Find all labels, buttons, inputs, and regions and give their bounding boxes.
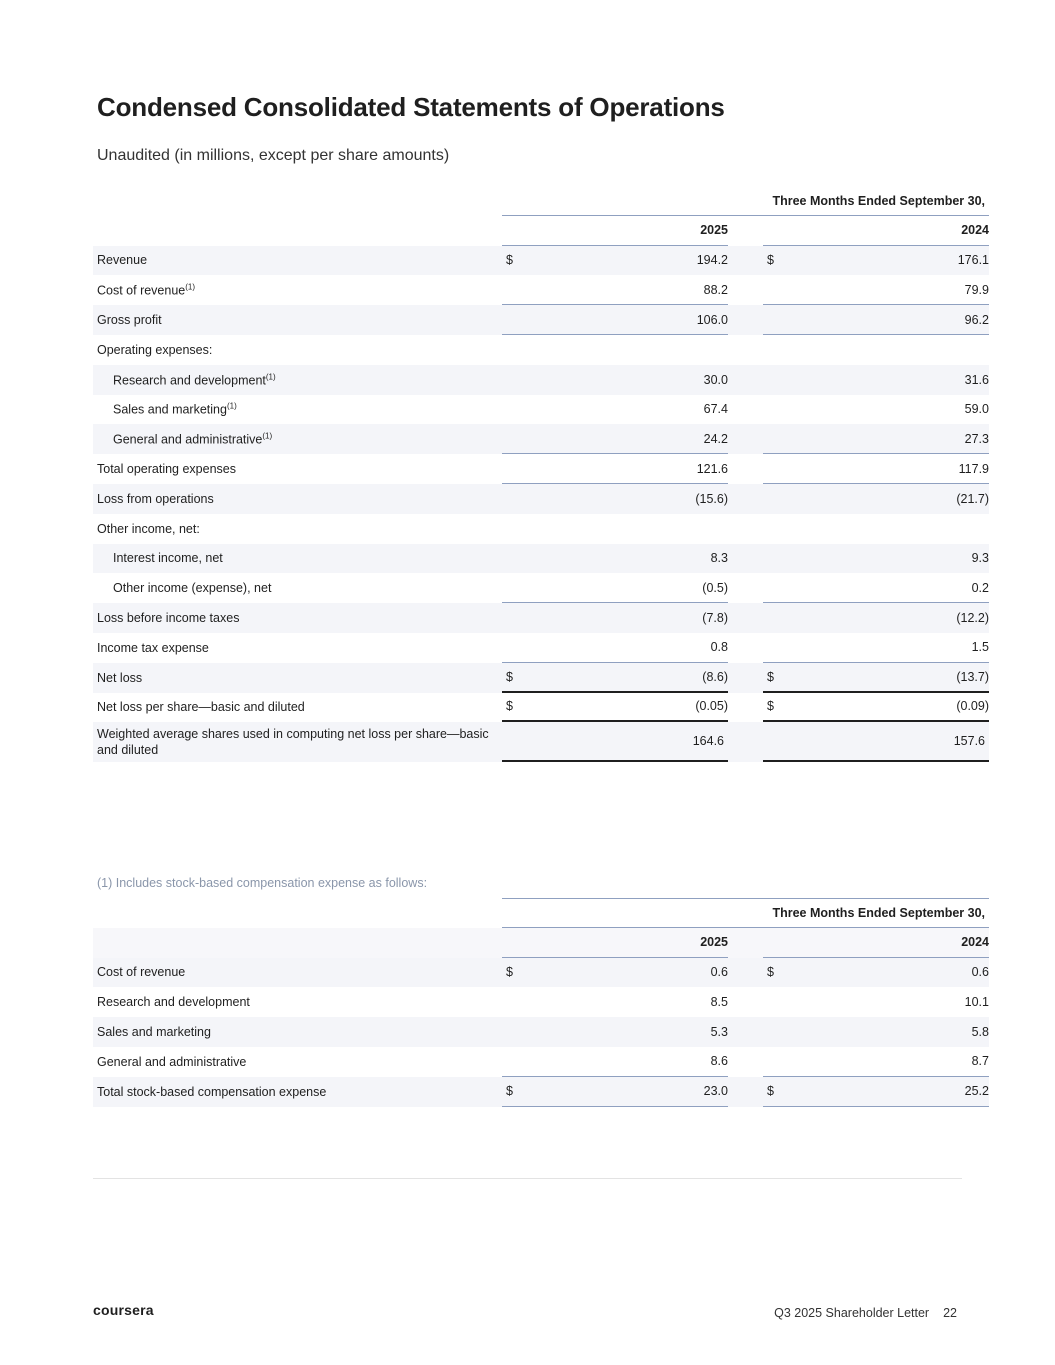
value-cell-2024 — [763, 395, 989, 425]
value-cell-2025 — [502, 1047, 728, 1077]
period-header-row — [93, 186, 989, 216]
table-row-loss-before-income-taxes — [93, 603, 989, 633]
value-cell-2025 — [502, 454, 728, 484]
value-cell-2024 — [763, 246, 989, 276]
operations-table — [93, 186, 989, 762]
value-cell-2024 — [763, 514, 989, 544]
cell-value: (21.7) — [956, 491, 989, 506]
row-label: Other income, net: — [97, 521, 200, 536]
value-cell-2025 — [502, 603, 728, 633]
footnote-marker: (1) — [265, 372, 276, 382]
year-header-row — [93, 216, 989, 246]
value-cell-2025 — [502, 693, 728, 723]
cell-value: (0.5) — [702, 580, 728, 595]
currency-symbol: $ — [767, 1084, 774, 1099]
value-cell-2024 — [763, 633, 989, 663]
currency-symbol: $ — [767, 669, 774, 684]
value-cell-2025 — [502, 484, 728, 514]
table-row-gross-profit — [93, 305, 989, 335]
value-cell-2025 — [502, 365, 728, 395]
cell-value: 8.3 — [710, 551, 728, 566]
cell-value: 5.3 — [710, 1025, 728, 1040]
cell-value: 27.3 — [964, 431, 989, 446]
cell-value: (0.09) — [956, 699, 989, 714]
table-row-total-stock-based-compensation-expense — [93, 1077, 989, 1107]
table-row-other-income-expense-net — [93, 573, 989, 603]
page-subtitle: Unaudited (in millions, except per share amounts) — [97, 147, 450, 164]
row-label: Cost of revenue — [97, 965, 186, 980]
row-label: Revenue — [97, 253, 148, 268]
cell-value: 176.1 — [957, 253, 989, 268]
value-cell-2024 — [763, 573, 989, 603]
row-label: Total stock-based compensation expense — [97, 1084, 327, 1099]
table-row-income-tax-expense — [93, 633, 989, 663]
footnote-marker: (1) — [262, 431, 273, 441]
footnote-marker: (1) — [185, 282, 196, 292]
cell-value: 59.0 — [964, 402, 989, 417]
footer-doc-title: Q3 2025 Shareholder Letter — [774, 1306, 930, 1320]
cell-value: 117.9 — [958, 461, 989, 476]
sbc-table — [93, 898, 989, 1107]
page-footer — [774, 1306, 957, 1320]
value-cell-2025 — [502, 722, 728, 762]
value-cell-2024 — [763, 693, 989, 723]
value-cell-2024 — [763, 365, 989, 395]
cell-value: 0.8 — [710, 640, 728, 655]
table-row-sales-and-marketing — [93, 395, 989, 425]
sbc-body — [93, 958, 989, 1107]
table-row-general-and-administrative — [93, 424, 989, 454]
cell-value: 194.2 — [696, 253, 728, 268]
table-row-revenue — [93, 246, 989, 276]
row-label: Research and development$^{(1)}$ — [113, 372, 276, 388]
row-label: Cost of revenue$^{(1)}$ — [97, 282, 196, 298]
currency-symbol: $ — [767, 699, 774, 714]
value-cell-2025 — [502, 275, 728, 305]
sbc-year-header-2024: 2024 — [961, 935, 989, 950]
table-row-net-loss-per-share-basic-and-diluted — [93, 693, 989, 723]
value-cell-2024 — [763, 484, 989, 514]
footnote: (1) Includes stock-based compensation expense as follows: — [97, 876, 428, 890]
cell-value: (0.05) — [695, 699, 728, 714]
value-cell-2025 — [502, 573, 728, 603]
value-cell-2024 — [763, 958, 989, 988]
row-label: Operating expenses: — [97, 342, 213, 357]
value-cell-2025 — [502, 1077, 728, 1107]
cell-value: 0.6 — [710, 965, 728, 980]
currency-symbol: $ — [767, 965, 774, 980]
table-row-loss-from-operations — [93, 484, 989, 514]
cell-value: (15.6) — [695, 491, 728, 506]
year-header-2024: 2024 — [961, 223, 989, 238]
value-cell-2025 — [502, 424, 728, 454]
value-cell-2025 — [502, 663, 728, 693]
cell-value: 24.2 — [703, 431, 728, 446]
sbc-year-header-2025: 2025 — [700, 935, 728, 950]
cell-value: (12.2) — [956, 611, 989, 626]
coursera-logo: coursera — [93, 1302, 154, 1318]
row-label: Net loss — [97, 670, 143, 685]
table-row-cost-of-revenue — [93, 275, 989, 305]
value-cell-2024 — [763, 663, 989, 693]
table-row-general-and-administrative — [93, 1047, 989, 1077]
value-cell-2024 — [763, 1017, 989, 1047]
value-cell-2024 — [763, 544, 989, 574]
cell-value: 30.0 — [703, 372, 728, 387]
cell-value: (7.8) — [702, 611, 728, 626]
row-label: Sales and marketing — [97, 1025, 211, 1040]
value-cell-2024 — [763, 335, 989, 365]
cell-value: (13.7) — [956, 669, 989, 684]
cell-value: 106.0 — [696, 312, 728, 327]
row-label: Income tax expense — [97, 640, 209, 655]
value-cell-2025 — [502, 514, 728, 544]
sbc-year-header-row — [93, 928, 989, 958]
currency-symbol: $ — [506, 669, 513, 684]
table-row-total-operating-expenses — [93, 454, 989, 484]
value-cell-2024 — [763, 275, 989, 305]
row-label: General and administrative$^{(1)}$ — [113, 431, 273, 447]
row-label: Loss from operations — [97, 491, 214, 506]
cell-value: 25.2 — [964, 1084, 989, 1099]
currency-symbol: $ — [506, 1084, 513, 1099]
value-cell-2024 — [763, 454, 989, 484]
sbc-period-header: Three Months Ended September 30, — [772, 905, 985, 920]
table-row-other-income-net — [93, 514, 989, 544]
value-cell-2025 — [502, 958, 728, 988]
row-label: General and administrative — [97, 1054, 247, 1069]
cell-value: 5.8 — [971, 1025, 989, 1040]
cell-value: 31.6 — [964, 372, 989, 387]
table-row-weighted-average-shares-used-in-computing-net-loss-per-share-basic-and-diluted — [93, 722, 989, 762]
cell-value: 8.7 — [971, 1054, 989, 1069]
table-row-research-and-development — [93, 365, 989, 395]
row-label: Gross profit — [97, 313, 162, 328]
footnote-marker: (1) — [226, 401, 237, 411]
row-label: Net loss per share—basic and diluted — [97, 700, 305, 715]
cell-value: 88.2 — [703, 282, 728, 297]
currency-symbol: $ — [506, 253, 513, 268]
cell-value: 96.2 — [964, 312, 989, 327]
cell-value: 9.3 — [971, 551, 989, 566]
cell-value: 23.0 — [703, 1084, 728, 1099]
cell-value: 0.2 — [971, 580, 989, 595]
footer-divider — [93, 1178, 962, 1179]
row-label: Interest income, net — [113, 551, 223, 566]
row-label: Research and development — [97, 995, 250, 1010]
row-label: Total operating expenses — [97, 462, 236, 477]
value-cell-2024 — [763, 987, 989, 1017]
value-cell-2025 — [502, 305, 728, 335]
row-label: Weighted average shares used in computing net loss per share—basic and diluted — [97, 727, 489, 758]
cell-value: 8.6 — [710, 1054, 728, 1069]
sbc-period-header-row — [93, 898, 989, 928]
page-title: Condensed Consolidated Statements of Operations — [97, 92, 725, 122]
value-cell-2024 — [763, 603, 989, 633]
table-row-sales-and-marketing — [93, 1017, 989, 1047]
year-header-2025: 2025 — [700, 223, 728, 238]
table-row-research-and-development — [93, 987, 989, 1017]
value-cell-2024 — [763, 722, 989, 762]
cell-value: 164.6 — [692, 734, 724, 749]
value-cell-2025 — [502, 1017, 728, 1047]
table-row-operating-expenses — [93, 335, 989, 365]
cell-value: 121.6 — [696, 461, 728, 476]
cell-value: 8.5 — [710, 995, 728, 1010]
value-cell-2024 — [763, 305, 989, 335]
value-cell-2025 — [502, 395, 728, 425]
table-row-cost-of-revenue — [93, 958, 989, 988]
currency-symbol: $ — [506, 699, 513, 714]
cell-value: 79.9 — [964, 282, 989, 297]
row-label: Loss before income taxes — [97, 611, 240, 626]
cell-value: 67.4 — [703, 402, 728, 417]
cell-value: 1.5 — [971, 640, 989, 655]
value-cell-2025 — [502, 246, 728, 276]
page-number: 22 — [943, 1306, 957, 1320]
row-label: Other income (expense), net — [113, 581, 272, 596]
currency-symbol: $ — [506, 965, 513, 980]
table-row-interest-income-net — [93, 544, 989, 574]
value-cell-2025 — [502, 633, 728, 663]
row-label: Sales and marketing$^{(1)}$ — [113, 401, 237, 418]
table-row-net-loss — [93, 663, 989, 693]
value-cell-2025 — [502, 987, 728, 1017]
cell-value: 0.6 — [971, 965, 989, 980]
value-cell-2024 — [763, 1077, 989, 1107]
cell-value: (8.6) — [702, 669, 728, 684]
value-cell-2025 — [502, 544, 728, 574]
value-cell-2024 — [763, 424, 989, 454]
cell-value: 10.1 — [964, 995, 989, 1010]
period-header: Three Months Ended September 30, — [772, 193, 985, 208]
value-cell-2024 — [763, 1047, 989, 1077]
operations-body — [93, 246, 989, 763]
value-cell-2025 — [502, 335, 728, 365]
cell-value: 157.6 — [953, 734, 985, 749]
currency-symbol: $ — [767, 253, 774, 268]
